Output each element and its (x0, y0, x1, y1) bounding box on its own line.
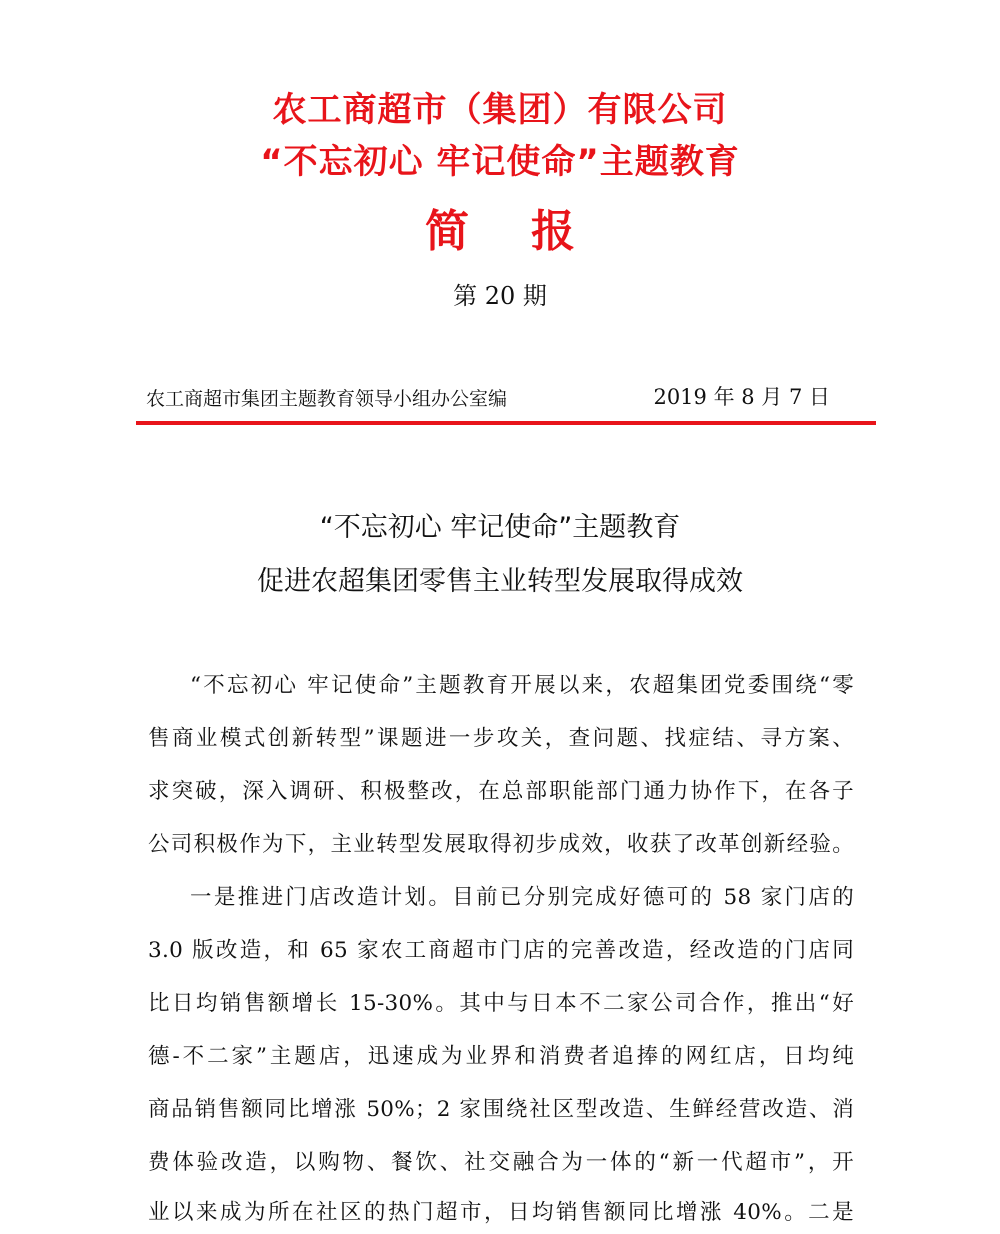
publish-date: 2019 年 8 月 7 日 (653, 385, 830, 409)
paragraph-line: 业以来成为所在社区的热门超市，日均销售额同比增涨 40%。二是 (148, 1200, 854, 1225)
editor-office: 农工商超市集团主题教育领导小组办公室编 (146, 388, 508, 410)
paragraph-line: 一是推进门店改造计划。目前已分别完成好德可的 58 家门店的 (190, 885, 854, 910)
article-title-line-1: “不忘初心 牢记使命”主题教育 (319, 512, 681, 543)
bulletin-title: 简报 (425, 206, 637, 257)
paragraph-line: 费体验改造，以购物、餐饮、社交融合为一体的“新一代超市”，开 (148, 1150, 854, 1175)
company-title: 农工商超市（集团）有限公司 (272, 90, 728, 130)
issue-number: 第 20 期 (453, 282, 547, 310)
paragraph-line: “不忘初心 牢记使命”主题教育开展以来，农超集团党委围绕“零 (190, 673, 854, 698)
paragraph-line: 商品销售额同比增涨 50%；2 家围绕社区型改造、生鲜经营改造、消 (148, 1097, 854, 1122)
paragraph-line: 3.0 版改造，和 65 家农工商超市门店的完善改造，经改造的门店同 (148, 938, 854, 963)
campaign-title: “不忘初心 牢记使命”主题教育 (260, 142, 740, 182)
paragraph-line: 求突破，深入调研、积极整改，在总部职能部门通力协作下，在各子 (148, 779, 854, 804)
paragraph-line: 比日均销售额增长 15-30%。其中与日本不二家公司合作，推出“好 (148, 991, 854, 1016)
paragraph-line: 公司积极作为下，主业转型发展取得初步成效，收获了改革创新经验。 (148, 832, 854, 857)
article-title-line-2: 促进农超集团零售主业转型发展取得成效 (257, 566, 743, 597)
paragraph-line: 售商业模式创新转型”课题进一步攻关，查问题、找症结、寻方案、 (148, 726, 854, 751)
header-divider (136, 421, 876, 425)
paragraph-line: 德-不二家”主题店，迅速成为业界和消费者追捧的网红店，日均纯 (148, 1044, 854, 1069)
